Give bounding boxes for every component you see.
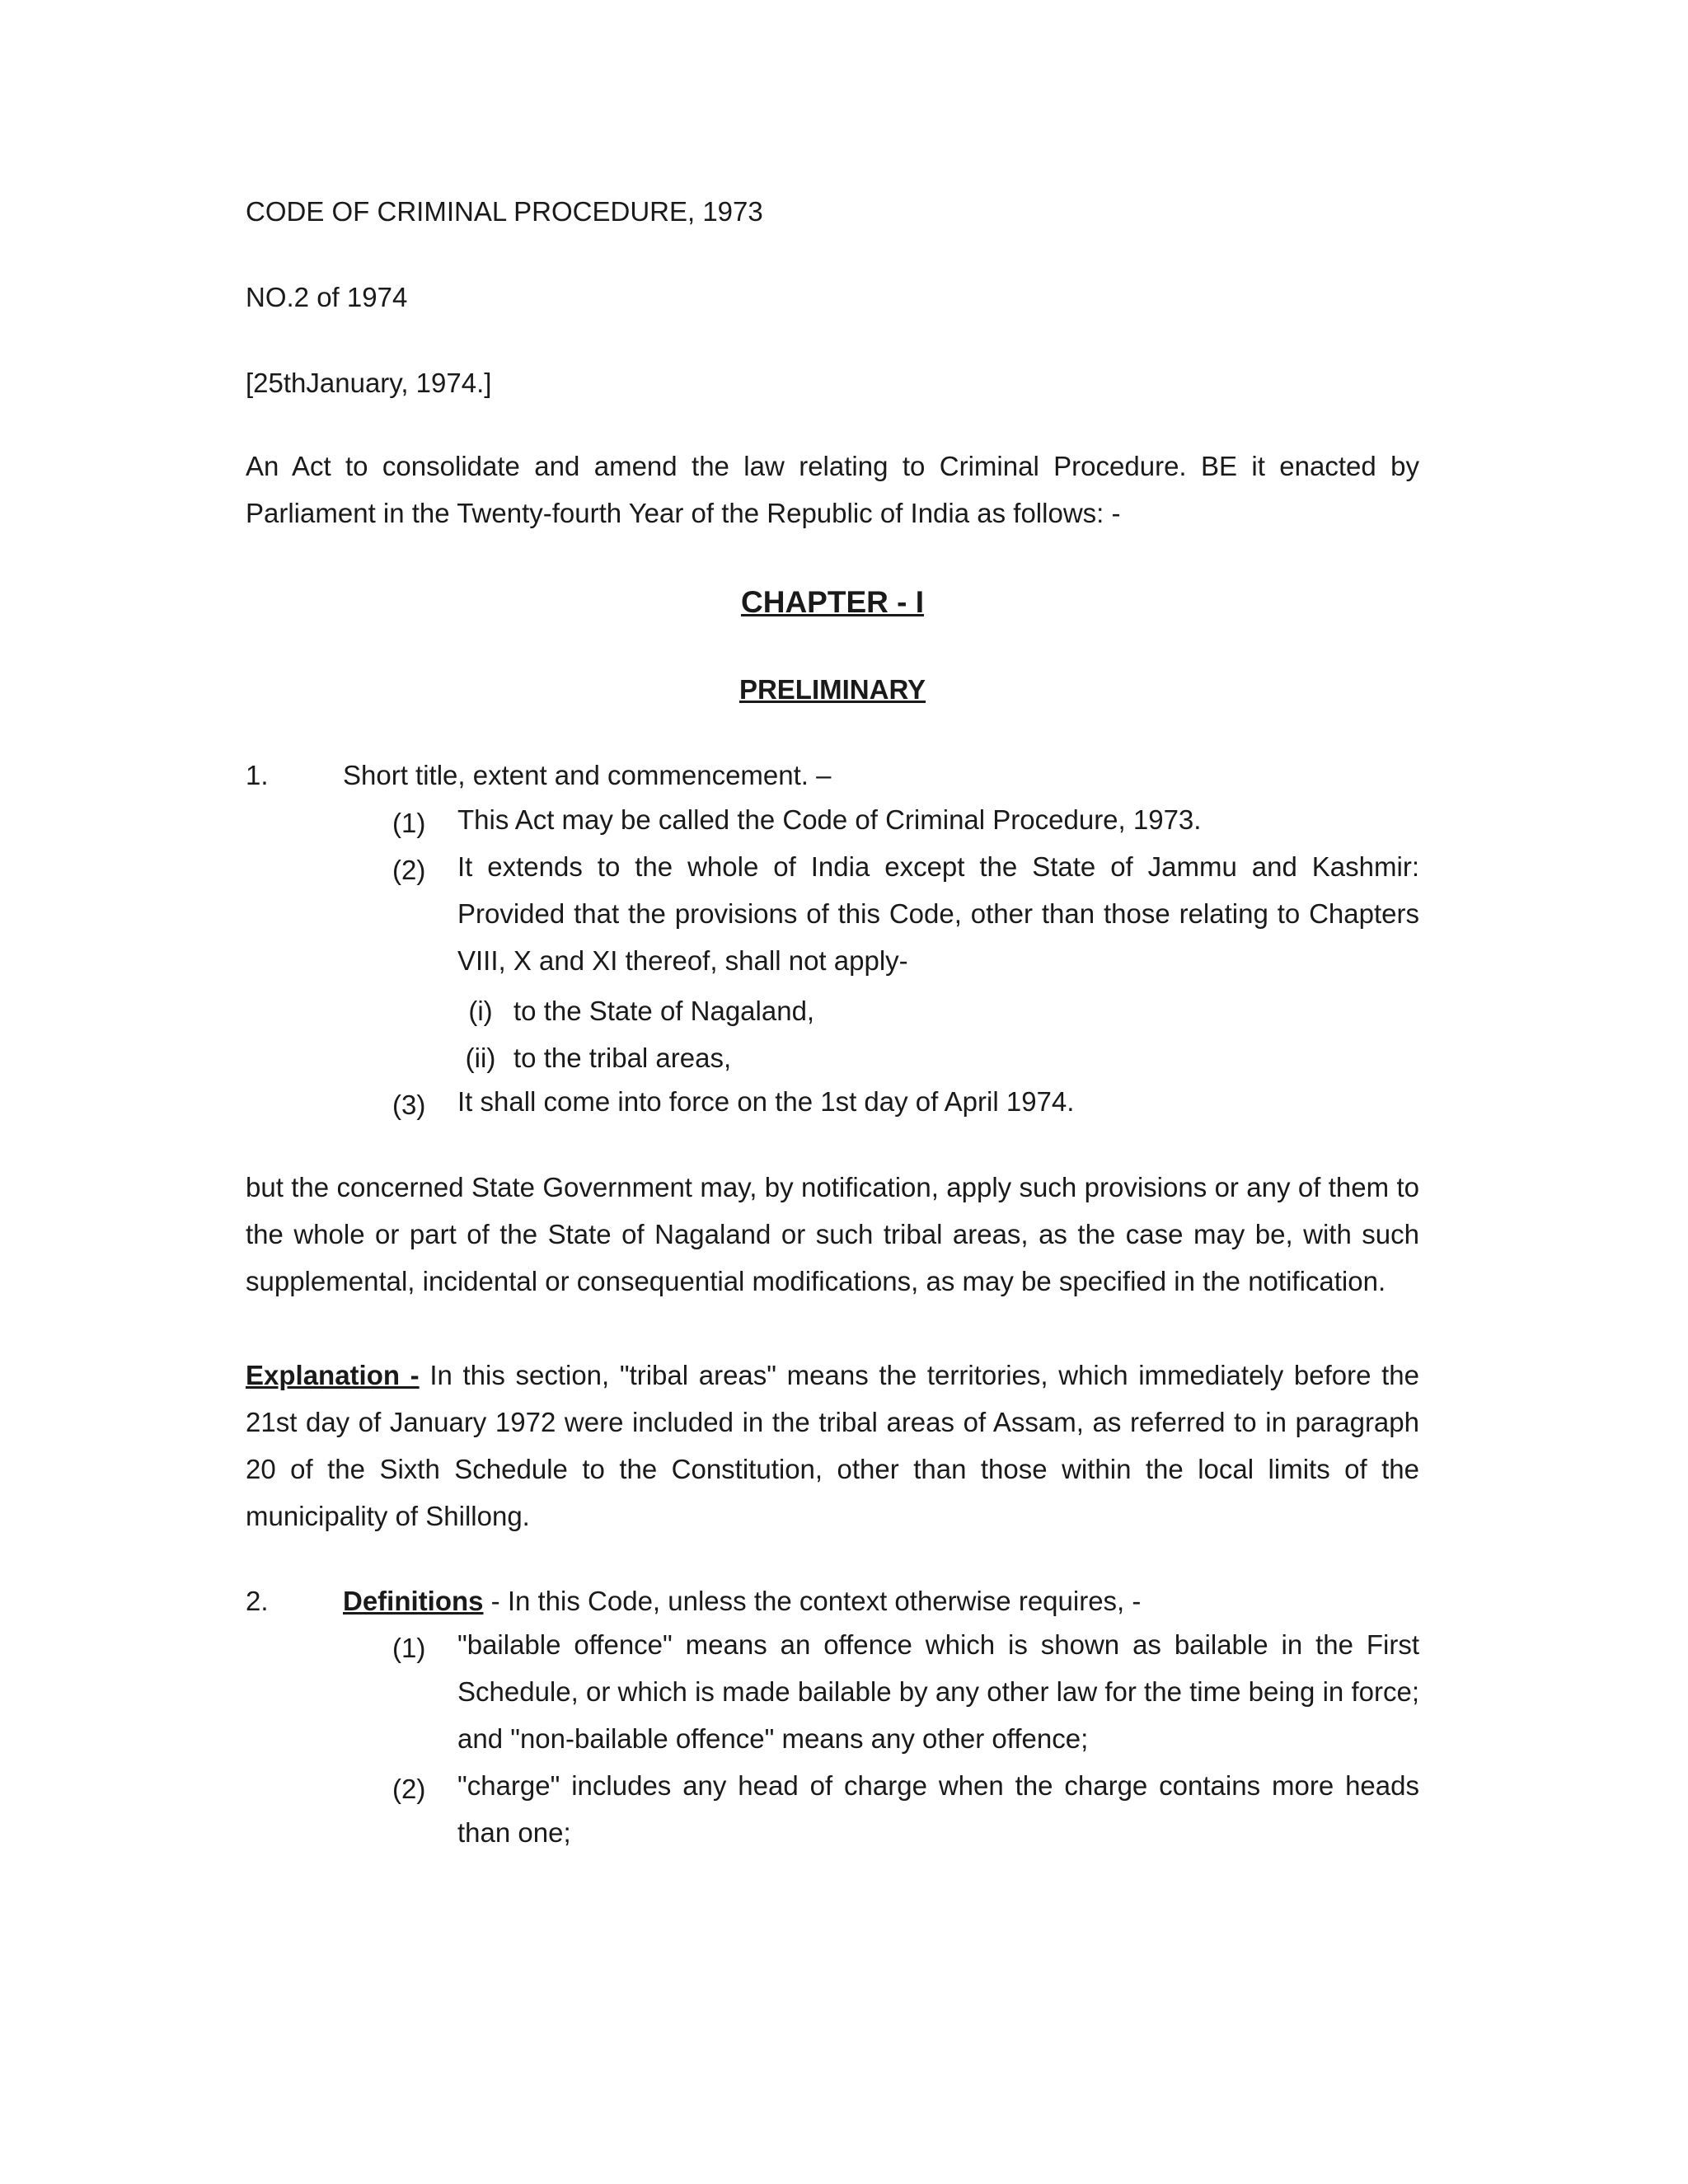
section-2-sub-2-text: "charge" includes any head of charge when the charge contains more heads than one; <box>457 1770 1419 1848</box>
section-1-sub-3-text: It shall come into force on the 1st day of April 1974. <box>457 1086 1075 1117</box>
section-1-item-i-text: to the State of Nagaland, <box>513 996 815 1026</box>
document-page <box>246 0 1419 2184</box>
definitions-label: Definitions <box>343 1586 484 1616</box>
section-1-sub-3-number: (3) <box>392 1090 426 1120</box>
section-1-sub-2-text: It extends to the whole of India except the State of Jammu and Kashmir: Provided that the provisions of this Code, other than those relating to Chapters VIII, X and XI thereof, shall not apply- <box>457 851 1419 976</box>
section-1-item-ii-number: (ii) <box>465 1043 496 1073</box>
section-1-item-i-number: (i) <box>468 996 493 1026</box>
section-1-sub-2-number: (2) <box>392 855 426 885</box>
section-2-title <box>343 1586 1141 1617</box>
section-2-sub-1-number: (1) <box>392 1633 426 1663</box>
section-2-sub-1-text: "bailable offence" means an offence which is shown as bailable in the First Schedule, or which is made bailable by any other law for the time being in force; and "non-bailable offence" means any other offence; <box>457 1629 1419 1754</box>
section-1-item-ii-text: to the tribal areas, <box>513 1043 732 1073</box>
section-1-proviso: but the concerned State Government may, by notification, apply such provisions or any of them to the whole or part of the State of Nagaland or such tribal areas, as the case may be, with such supplemental, incidental or consequential modifications, as may be specified in the notification. <box>246 1172 1419 1296</box>
section-2-number: 2. <box>246 1586 269 1616</box>
act-title: CODE OF CRIMINAL PROCEDURE, 1973 <box>246 196 763 227</box>
chapter-subheading: PRELIMINARY <box>738 674 926 705</box>
section-2-sub-2-number: (2) <box>392 1774 426 1804</box>
act-number: NO.2 of 1974 <box>246 282 408 312</box>
section-1-sub-1-number: (1) <box>392 808 426 838</box>
chapter-heading: CHAPTER - I <box>741 585 924 619</box>
act-date: [25thJanuary, 1974.] <box>246 368 492 398</box>
preamble: An Act to consolidate and amend the law relating to Criminal Procedure. BE it enacted by Parliament in the Twenty-fourth Year of the Republic of India as follows: - <box>246 451 1419 528</box>
section-1-sub-1-text: This Act may be called the Code of Criminal Procedure, 1973. <box>457 804 1202 835</box>
section-1-number: 1. <box>246 760 269 790</box>
section-1-explanation <box>246 1352 1419 1540</box>
section-1-title: Short title, extent and commencement. – <box>343 760 832 790</box>
explanation-label: Explanation - <box>246 1360 420 1390</box>
definitions-intro: - In this Code, unless the context otherwise requires, - <box>483 1586 1142 1616</box>
explanation-text: In this section, "tribal areas" means the territories, which immediately before the 21st day of January 1972 were included in the tribal areas of Assam, as referred to in paragraph 20 of the Sixth Schedule to the Constitution, other than those within the local limits of the municipality of Shillong. <box>246 1360 1419 1531</box>
